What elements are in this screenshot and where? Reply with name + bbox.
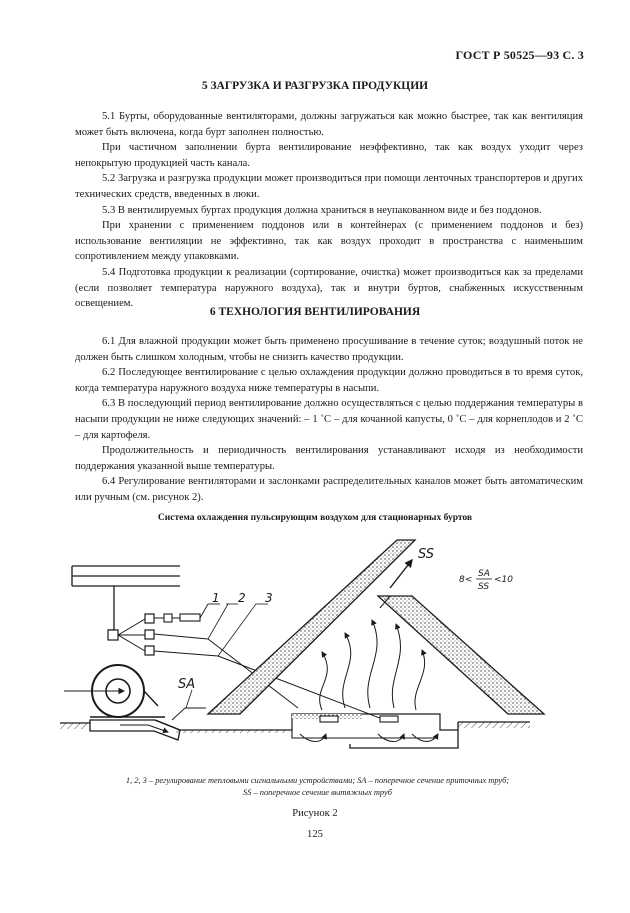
ratio-formula bbox=[459, 569, 513, 592]
ratio-numerator: SA bbox=[478, 569, 490, 579]
paragraph: Продолжительность и периодичность вентилирования устанавливают исходя из необходимости поддержания указанной выше температуры. bbox=[75, 445, 583, 472]
paragraph: При частичном заполнении бурта вентилирование неэффективно, так как воздух уходит через непокрытую продукцией часть канала. bbox=[75, 142, 583, 169]
label-sa: SA bbox=[178, 677, 196, 692]
paragraph: 5.4 Подготовка продукции к реализации (сортирование, очистка) может производиться как за пределами (если позволяет температура наружного воздуха), так и внутри буртов, снабженных искусственным освещением. bbox=[75, 266, 583, 310]
section-5-body bbox=[75, 109, 583, 312]
ratio-left: 8< bbox=[459, 575, 473, 585]
paragraph: 6.4 Регулирование вентиляторами и заслонками распределительных каналов может быть автоматическим или ручным (см. рисунок 2). bbox=[75, 476, 583, 503]
paragraph: 5.1 Бурты, оборудованные вентиляторами, должны загружаться как можно быстрее, так как вентиляция может быть включена, когда бурт заполнен полностью. bbox=[75, 111, 583, 138]
cooling-system-diagram bbox=[60, 538, 575, 770]
section-5-title: 5 ЗАГРУЗКА И РАЗГРУЗКА ПРОДУКЦИИ bbox=[201, 80, 429, 92]
figure-label: Рисунок 2 bbox=[292, 808, 338, 819]
label-ss: SS bbox=[418, 547, 435, 562]
airflow-arrows bbox=[300, 620, 438, 742]
label-3: 3 bbox=[265, 591, 273, 605]
ratio-right: <10 bbox=[494, 575, 513, 585]
paragraph: 5.2 Загрузка и разгрузка продукции может производиться при помощи ленточных транспортеров и других технических средств, введенных в люки. bbox=[75, 173, 583, 200]
label-2: 2 bbox=[238, 591, 246, 605]
ratio-denominator: SS bbox=[478, 582, 490, 592]
fan bbox=[64, 665, 165, 717]
figure-title: Система охлаждения пульсирующим воздухом для стационарных буртов bbox=[157, 513, 473, 523]
paragraph: При хранении с применением поддонов или в контейнерах (с применением поддонов и без) использование вентиляции не эффективно, так как воздух проходит в пространства с наименьшим сопротивлением между упаковками. bbox=[75, 220, 583, 263]
paragraph: 6.3 В последующий период вентилирование должно осуществляться с целью поддержания температуры в насыпи продукции не ниже следующих значений: – 1 ˚С – для кочанной капусты, 0 ˚С – для корнеплодов и 2 ˚С – для картофеля. bbox=[75, 398, 583, 441]
figure-caption bbox=[60, 775, 575, 799]
paragraph: 6.1 Для влажной продукции может быть применено просушивание в течение суток; воздушный поток не должен быть слишком холодным, чтобы не снизить качество продукции. bbox=[75, 336, 583, 363]
page-header: ГОСТ Р 50525—93 С. 3 bbox=[455, 48, 584, 62]
section-6-title: 6 ТЕХНОЛОГИЯ ВЕНТИЛИРОВАНИЯ bbox=[209, 306, 421, 318]
label-1: 1 bbox=[212, 591, 220, 605]
caption-line-1: 1, 2, 3 – регулирование тепловыми сигнальными устройствами; SA – поперечное сечение приточных труб; bbox=[125, 776, 510, 785]
pile-structure bbox=[208, 540, 544, 714]
page-number: 125 bbox=[307, 829, 323, 840]
section-6-body bbox=[75, 334, 583, 506]
caption-line-2: SS – поперечное сечение вытяжных труб bbox=[243, 788, 392, 797]
paragraph: 6.2 Последующее вентилирование с целью охлаждения продукции должно проводиться в то время суток, когда температура наружного воздуха ниже температуры в насыпи. bbox=[75, 367, 583, 394]
paragraph: 5.3 В вентилируемых буртах продукция должна храниться в неупакованном виде и без поддонов. bbox=[102, 204, 542, 216]
